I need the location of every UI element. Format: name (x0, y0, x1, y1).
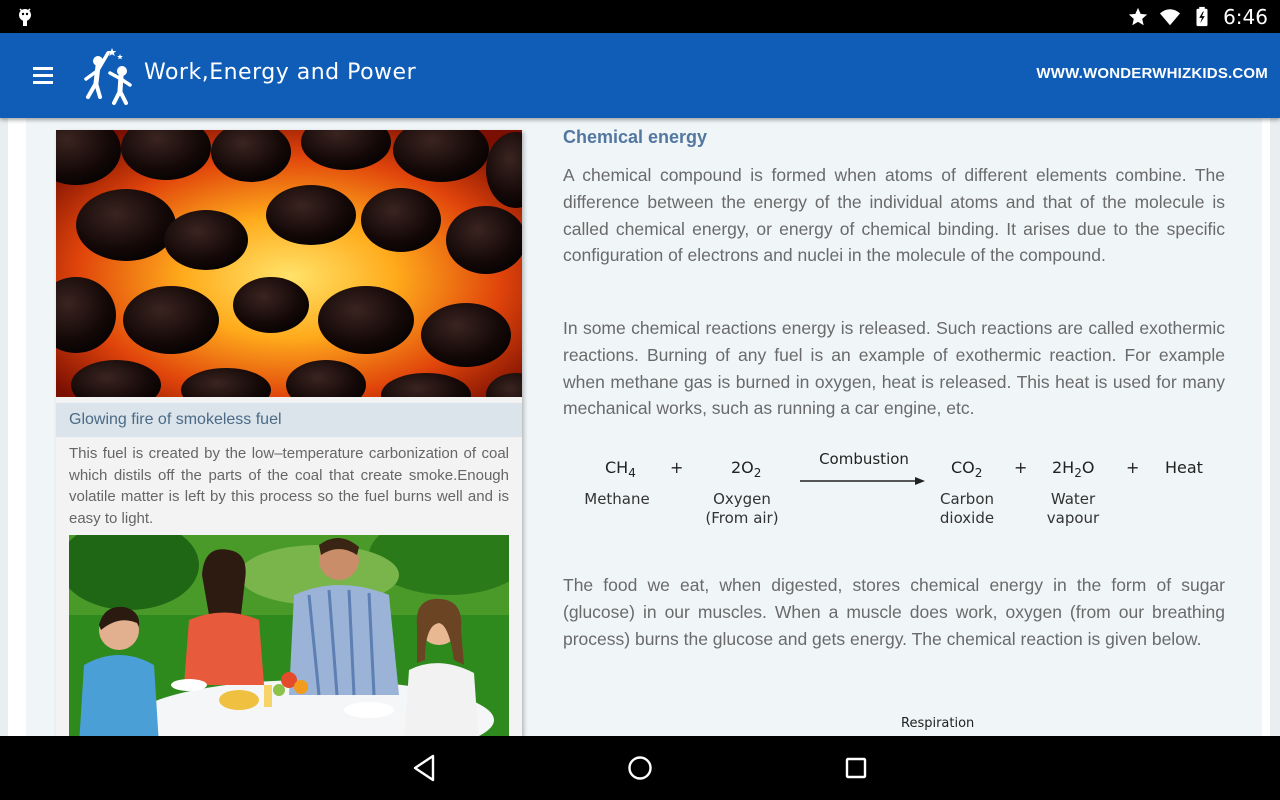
status-time: 6:46 (1223, 4, 1268, 29)
smokeless-fuel-fire-image (56, 130, 522, 397)
page-frame (8, 118, 1270, 736)
respiration-label: Respiration (901, 716, 975, 731)
navigation-bar (0, 736, 1280, 800)
website-link[interactable]: WWW.WONDERWHIZKIDS.COM (1036, 65, 1268, 82)
app-title: Work,Energy and Power (144, 60, 417, 85)
reactant-methane-label: Methane (584, 490, 650, 508)
product-heat: Heat (1165, 458, 1203, 477)
back-icon[interactable] (409, 752, 441, 784)
recents-icon[interactable] (840, 752, 872, 784)
content-area[interactable] (0, 118, 1280, 736)
section-heading: Chemical energy (563, 127, 708, 147)
app-bar (0, 33, 1280, 118)
battery-charging-icon (1191, 6, 1213, 28)
figure-card (56, 130, 522, 736)
plus-sign: + (1126, 458, 1140, 477)
combustion-equation (563, 446, 1225, 536)
product-water-formula: $2H_2O$ (1052, 458, 1095, 481)
article-paragraph-1: A chemical compound is formed when atoms of different elements combine. The difference between the energy of the individual atoms and that of the molecule is called chemical energy, or energy of chemical binding. It arises due to the specific configuration of electrons and nuclei in the molecule of the compound. (563, 165, 1225, 266)
home-icon[interactable] (624, 752, 656, 784)
plus-sign: + (1014, 458, 1028, 477)
product-water-label: Water vapour (1046, 490, 1100, 527)
page-body (26, 118, 1262, 736)
star-icon (1127, 6, 1149, 28)
android-debug-icon (14, 6, 36, 28)
menu-icon[interactable] (28, 60, 60, 92)
article-paragraph-3: The food we eat, when digested, stores chemical energy in the form of sugar (glucose) in our muscles. When a muscle does work, oxygen (from our breathing process) burns the glucose and gets energy. The chemical reaction is given below. (563, 575, 1225, 649)
arrow-condition-label: Combustion (819, 450, 909, 468)
reaction-arrow-icon (800, 475, 925, 487)
product-co2-formula: $CO_2$ (951, 458, 983, 481)
reactant-oxygen-formula: $2O_2$ (731, 458, 762, 481)
reactant-oxygen-label: Oxygen (From air) (705, 490, 779, 527)
wifi-icon (1159, 6, 1181, 28)
status-bar (0, 0, 1280, 33)
plus-sign: + (670, 458, 684, 477)
figure-description: This fuel is created by the low–temperature carbonization of coal which distils off the parts of the coal that create smoke.Enough volatile matter is left by this process so the fuel burns well and is easy to light. (69, 445, 509, 527)
article-paragraph-2: In some chemical reactions energy is released. Such reactions are called exothermic reactions. Burning of any fuel is an example of exothermic reaction. For example when methane gas is burned in oxygen, heat is released. This heat is used for many mechanical works, such as running a car engine, etc. (563, 318, 1225, 419)
product-co2-label: Carbon dioxide (939, 490, 995, 527)
reactant-methane-formula: $CH_4$ (605, 458, 636, 481)
kids-logo-icon (78, 45, 140, 107)
figure-caption: Glowing fire of smokeless fuel (56, 403, 522, 437)
family-dinner-image (69, 535, 509, 736)
